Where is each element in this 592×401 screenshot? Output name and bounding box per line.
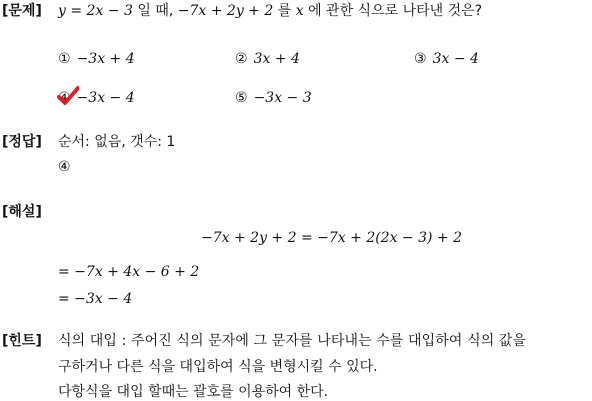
choice-expression: −3x + 4 [76, 51, 135, 67]
choice-expression: 3x + 4 [253, 51, 300, 67]
choice-marker: ④ [58, 90, 71, 106]
hint-line-3: 다항식을 대입 할때는 괄호를 이용하여 한다. [58, 384, 329, 400]
choice-5[interactable] [235, 89, 312, 107]
answer-choice: ④ [58, 159, 71, 175]
choice-2[interactable] [235, 50, 300, 68]
problem-statement [58, 2, 482, 20]
choice-expression: 3x − 4 [432, 51, 479, 67]
choice-marker: ⑤ [235, 90, 248, 106]
choice-expression: −3x − 4 [76, 90, 135, 106]
answer-order-count: 순서: 없음, 갯수: 1 [58, 134, 176, 150]
answer-tag: [정답] [2, 134, 42, 150]
choice-marker: ① [58, 51, 71, 67]
choice-1[interactable] [58, 50, 135, 68]
checkmark-icon [57, 86, 79, 106]
solution-main-equation: −7x + 2y + 2 = −7x + 2(2x − 3) + 2 [201, 230, 463, 246]
variable-x: x [295, 3, 304, 19]
problem-tag: [문제] [2, 3, 42, 19]
choice-3[interactable] [414, 50, 479, 68]
expression: −7x + 2y + 2 [177, 3, 274, 19]
choice-expression: −3x − 3 [253, 90, 312, 106]
equation-y: y = 2x − 3 [58, 3, 133, 19]
problem-text-1: 일 때, [137, 3, 174, 19]
choice-marker: ② [235, 51, 248, 67]
solution-step-2: = −3x − 4 [58, 291, 133, 307]
hint-tag: [힌트] [2, 333, 42, 349]
solution-step-1: = −7x + 4x − 6 + 2 [58, 264, 200, 280]
hint-line-1: 식의 대입 : 주어진 식의 문자에 그 문자를 나타내는 수를 대입하여 식의 값을 [58, 333, 527, 349]
problem-text-3: 에 관한 식으로 나타낸 것은? [308, 3, 483, 19]
choice-marker: ③ [414, 51, 427, 67]
problem-text-2: 를 [277, 3, 292, 19]
hint-line-2: 구하거나 다른 식을 대입하여 식을 변형시킬 수 있다. [58, 359, 378, 375]
solution-tag: [해설] [2, 204, 42, 220]
